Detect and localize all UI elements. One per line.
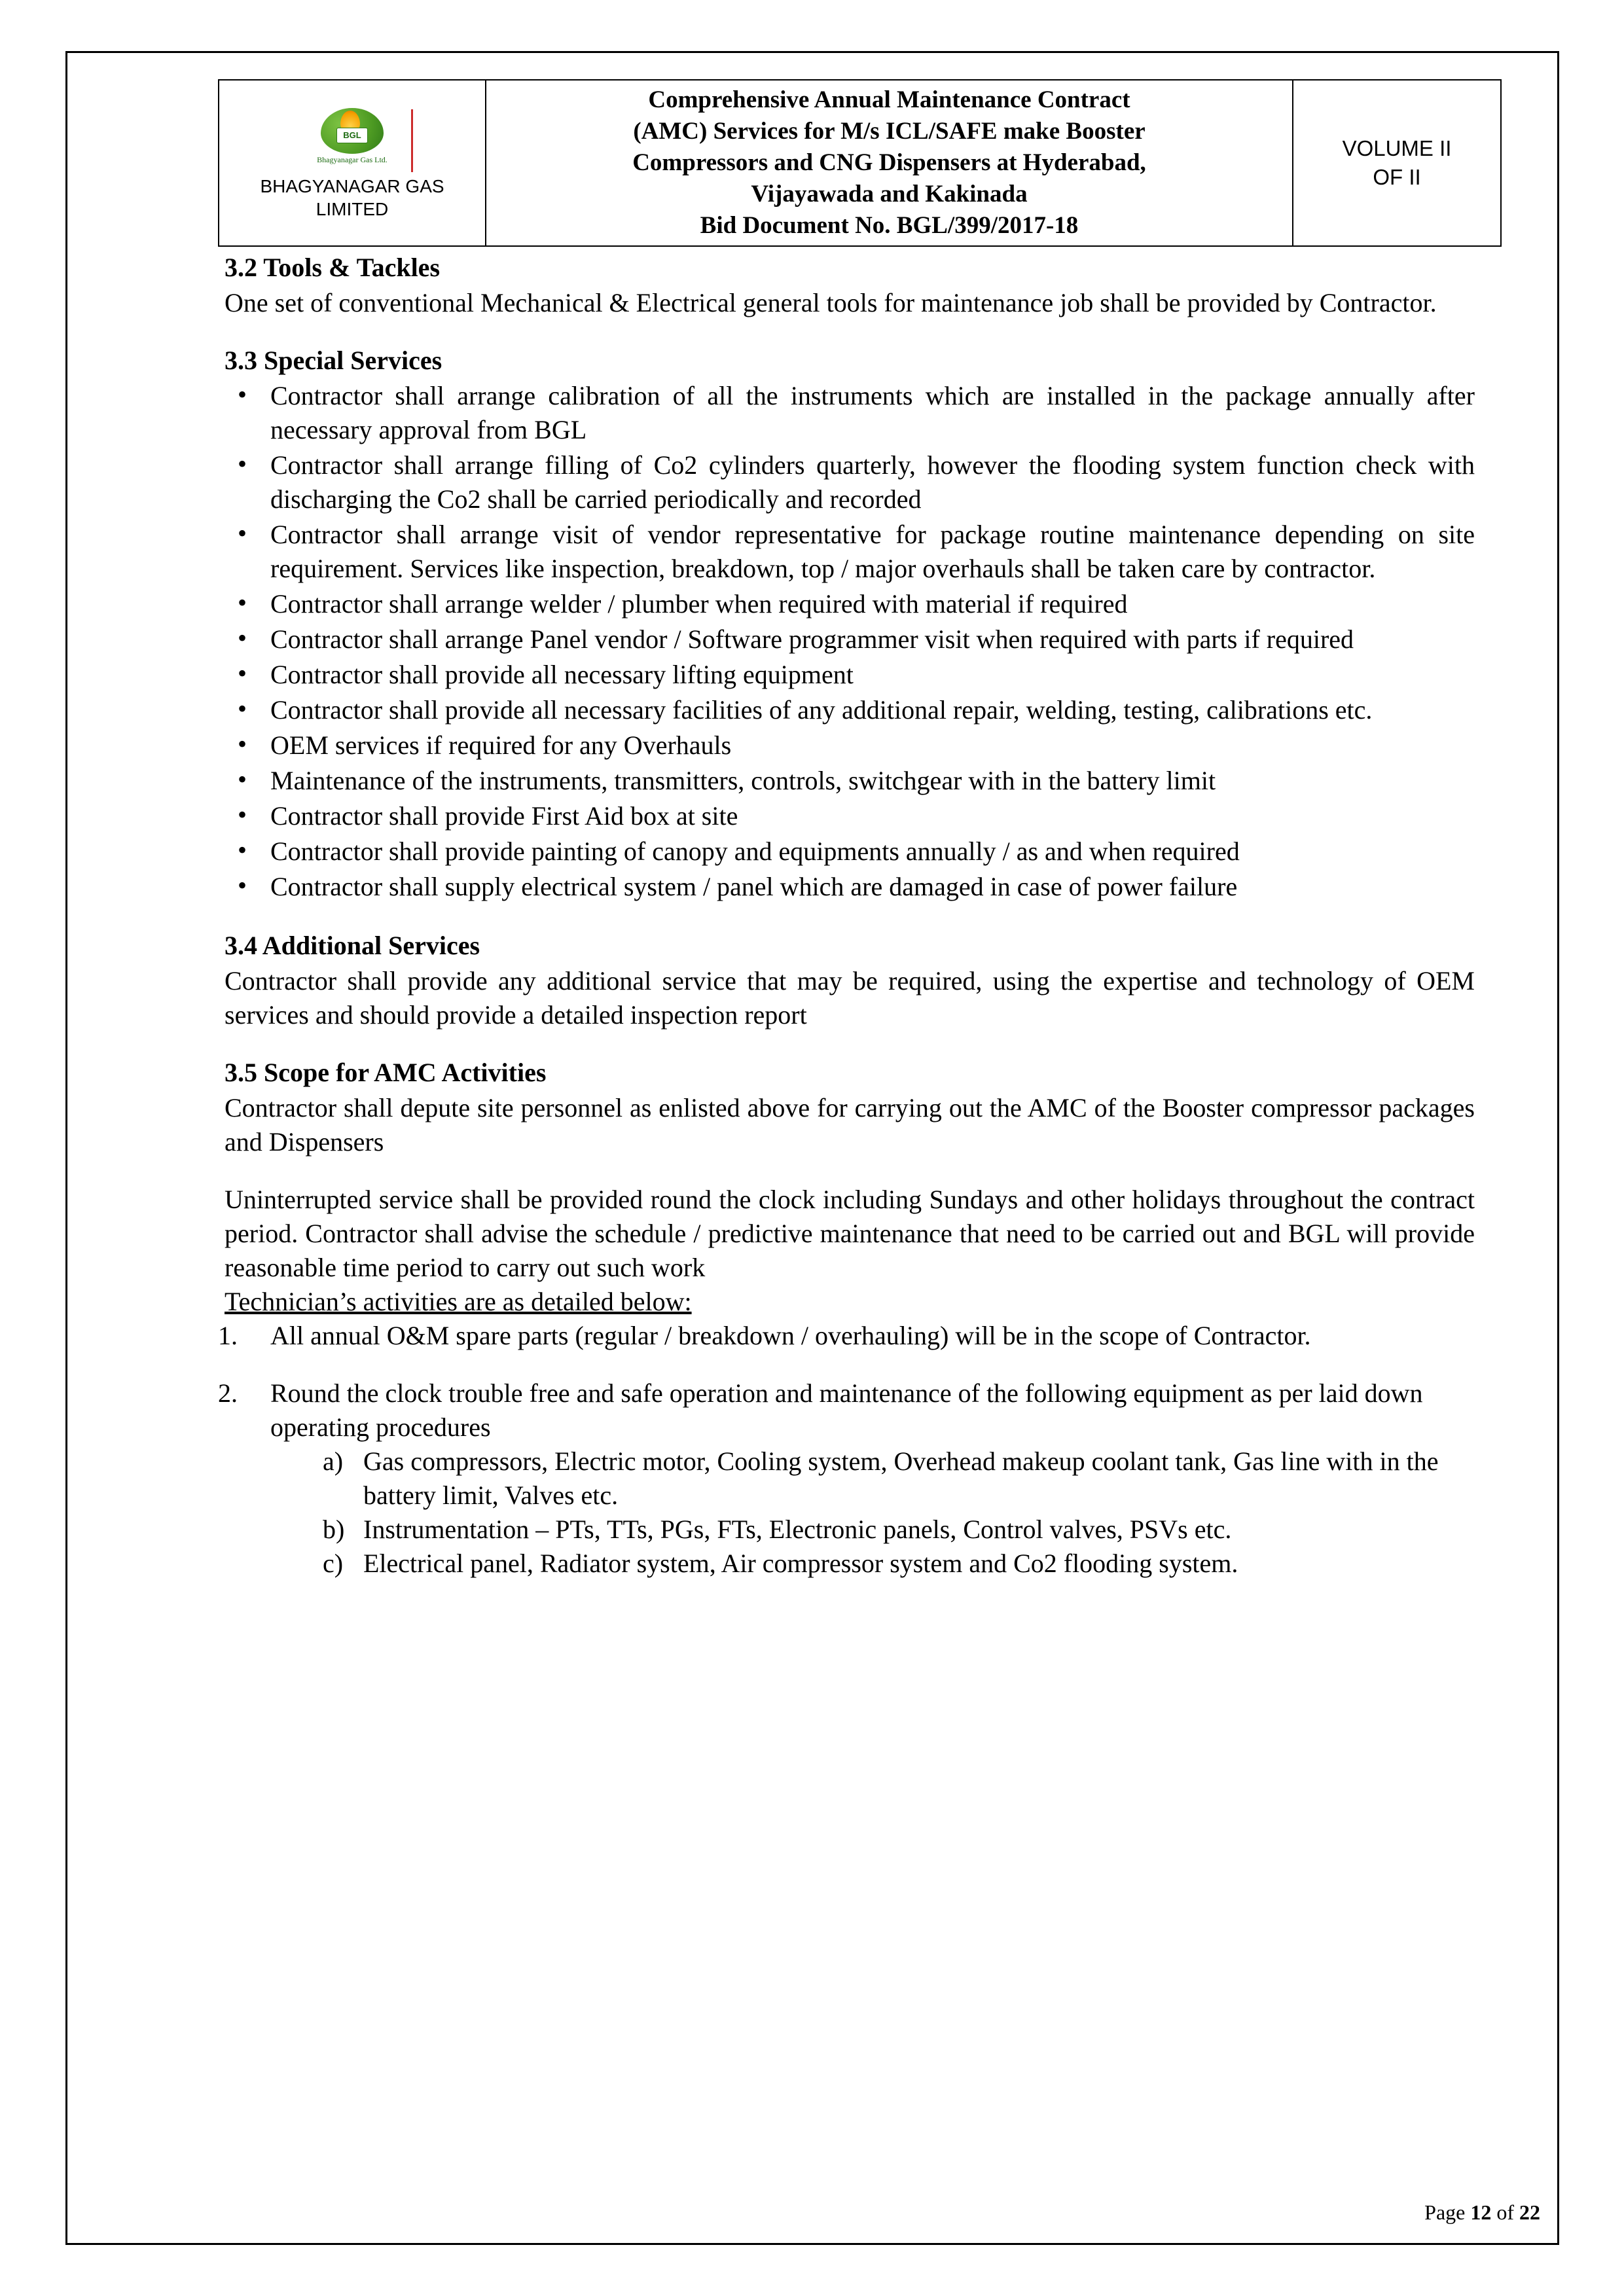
spacer [218,1032,1475,1056]
document-page [65,51,1559,2245]
paragraph-tools-tackles: One set of conventional Mechanical & Electrical general tools for maintenance job shall be provided by Contractor. [225,288,1437,318]
logo-divider [411,109,413,172]
spacer [218,1159,1475,1183]
list-item: • Contractor shall provide all necessary lifting equipment [218,658,1475,692]
list-item-text: Round the clock trouble free and safe operation and maintenance of the following equipment as per laid down operating procedures [270,1378,1423,1443]
list-item-text: Gas compressors, Electric motor, Cooling system, Overhead makeup coolant tank, Gas line with in the battery limit, Valves etc. [363,1446,1439,1511]
list-item: • Maintenance of the instruments, transmitters, controls, switchgear with in the battery limit [218,764,1475,798]
paragraph-scope-1: Contractor shall depute site personnel as enlisted above for carrying out the AMC of the Booster compressor packages and Dispensers [225,1093,1475,1157]
list-item-text: All annual O&M spare parts (regular / breakdown / overhauling) will be in the scope of Contractor. [270,1321,1311,1351]
list-item-text: Electrical panel, Radiator system, Air compressor system and Co2 flooding system. [363,1549,1238,1579]
list-item [323,1444,1475,1513]
bgl-logo-icon [306,108,398,171]
header-title-cell [486,80,1293,246]
logo-tagline: Bhagyanagar Gas Ltd. [317,155,388,165]
header-volume-cell [1293,80,1501,246]
volume-line-2: OF II [1373,165,1421,190]
spacer [218,1353,1475,1376]
list-item: • Contractor shall arrange visit of vendor representative for package routine maintenance depending on site requirement. Services like inspection, breakdown, top / major overhauls shall be taken care by contractor. [218,518,1475,586]
list-item: • Contractor shall arrange welder / plumber when required with material if required [218,587,1475,621]
title-line-2: (AMC) Services for M/s ICL/SAFE make Booster [633,118,1146,145]
heading-scope-amc-activities: 3.5 Scope for AMC Activities [225,1058,547,1088]
technician-activities-list [218,1319,1475,1581]
page-footer [1424,2200,1540,2225]
footer-prefix: Page [1424,2200,1471,2224]
special-services-list [218,379,1475,904]
company-name: BHAGYANAGAR GAS LIMITED [260,176,444,220]
spacer [218,320,1475,344]
document-header-table [218,79,1502,247]
header-logo-cell [219,80,486,246]
list-item: • Contractor shall arrange calibration of all the instruments which are installed in the package annually after necessary approval from BGL [218,379,1475,447]
volume-line-1: VOLUME II [1342,135,1452,160]
list-item-number: a) [323,1446,344,1477]
footer-total-pages: 22 [1519,2200,1540,2224]
equipment-sublist [270,1444,1475,1581]
heading-tools-tackles: 3.2 Tools & Tackles [225,253,441,283]
heading-special-services: 3.3 Special Services [225,346,442,376]
page-content [218,79,1475,1581]
footer-middle: of [1491,2200,1519,2224]
list-item [323,1513,1475,1547]
list-item-number: 2. [218,1378,238,1408]
list-item [218,1319,1475,1353]
paragraph-additional-services: Contractor shall provide any additional service that may be required, using the expertise and technology of OEM services and should provide a detailed inspection report [225,966,1475,1030]
list-item-number: c) [323,1549,344,1579]
header-row [219,80,1501,246]
title-line-1: Comprehensive Annual Maintenance Contract [648,86,1130,113]
footer-page-number: 12 [1470,2200,1492,2224]
heading-additional-services: 3.4 Additional Services [225,931,480,961]
list-item-text: Instrumentation – PTs, TTs, PGs, FTs, Electronic panels, Control valves, PSVs etc. [363,1515,1232,1545]
list-item: • Contractor shall supply electrical system / panel which are damaged in case of power failure [218,870,1475,904]
document-body [218,251,1475,1581]
logo-badge-text: BGL [336,128,368,143]
list-item: • Contractor shall arrange Panel vendor / Software programmer visit when required with parts if required [218,622,1475,656]
list-item-number: b) [323,1515,345,1545]
list-item: • OEM services if required for any Overhauls [218,728,1475,762]
list-item: • Contractor shall provide First Aid box at site [218,799,1475,833]
spacer [218,905,1475,929]
list-item-number: 1. [218,1321,238,1351]
list-item [323,1547,1475,1581]
list-item: • Contractor shall arrange filling of Co2 cylinders quarterly, however the flooding system function check with discharging the Co2 shall be carried periodically and recorded [218,448,1475,516]
list-item: • Contractor shall provide painting of canopy and equipments annually / as and when required [218,834,1475,869]
paragraph-scope-2: Uninterrupted service shall be provided round the clock including Sundays and other holidays throughout the contract period. Contractor shall advise the schedule / predictive maintenance that need to be carried out and BGL will provide reasonable time period to carry out such work [225,1185,1475,1283]
technician-activities-heading: Technician’s activities are as detailed below: [225,1287,692,1317]
list-item: • Contractor shall provide all necessary facilities of any additional repair, welding, testing, calibrations etc. [218,693,1475,727]
bid-document-number: Bid Document No. BGL/399/2017-18 [700,212,1079,240]
title-line-3: Compressors and CNG Dispensers at Hyderabad, [632,149,1146,177]
list-item [218,1376,1475,1581]
title-line-4: Vijayawada and Kakinada [751,181,1028,208]
